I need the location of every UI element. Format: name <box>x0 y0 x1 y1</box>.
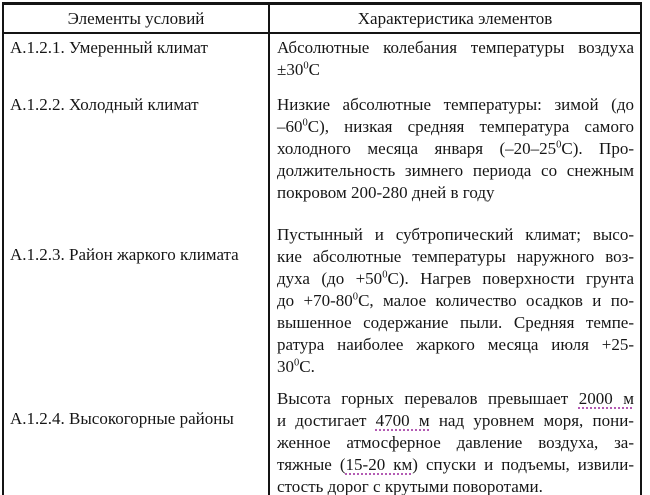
condition-element-cell <box>3 204 269 378</box>
text-line: ратура наиболее жаркого месяца июля +25- <box>277 335 634 354</box>
text-line: Абсолютные колебания температуры воздуха <box>277 38 634 57</box>
condition-element-label: А.1.2.3. Район жаркого климата <box>10 245 239 264</box>
table-row <box>3 33 641 91</box>
superscript-degree: 0 <box>382 269 388 281</box>
text-line: тяжные (15-20 км) спуски и подъемы, извили- <box>277 455 634 474</box>
text-line: должительность зимнего периода со снежным <box>277 161 634 180</box>
superscript-degree: 0 <box>352 291 359 303</box>
characteristic-cell <box>269 33 641 91</box>
text-line: кие абсолютные температуры наружного воз- <box>277 247 634 266</box>
characteristic-paragraph <box>270 34 640 81</box>
condition-element-cell <box>3 33 269 91</box>
table-row <box>3 91 641 204</box>
condition-element-label: А.1.2.4. Высокогорные районы <box>10 409 234 428</box>
condition-element-cell <box>3 91 269 204</box>
characteristic-cell <box>269 204 641 378</box>
condition-element-cell <box>3 378 269 495</box>
grammar-underlined-text: 2000 м <box>578 389 634 408</box>
grammar-underlined-text: 4700 м <box>375 411 430 430</box>
text-line: женное атмосферное давление воздуха, за- <box>277 433 634 452</box>
text-line: $\pm 30^0С$ <box>277 60 320 79</box>
text-line: вышенное содержание пыли. Средняя темпе- <box>277 313 634 332</box>
text-line: Низкие абсолютные температуры: зимой (до <box>277 95 634 114</box>
characteristic-cell <box>269 91 641 204</box>
characteristic-paragraph <box>270 378 640 495</box>
characteristic-paragraph <box>270 91 640 204</box>
superscript-degree: 0 <box>302 117 308 129</box>
text-line: стость дорог с крутыми поворотами. <box>277 477 543 495</box>
grammar-underlined-text: 15-20 км <box>345 455 413 474</box>
text-line: $30^0С$. <box>277 357 315 376</box>
text-line: Пустынный и субтропический климат; высо- <box>277 225 634 244</box>
climate-conditions-table <box>2 2 642 495</box>
table-row <box>3 204 641 378</box>
column-header-condition-elements: Элементы условий <box>3 4 269 34</box>
text-line: и достигает 4700 м над уровнем моря, пони- <box>277 411 634 430</box>
table-row <box>3 378 641 495</box>
text-line: $-60^0С$), низкая средняя температура самого <box>277 117 634 136</box>
text-line: духа $(до +50^0С)$. Нагрев поверхности грунта <box>277 269 634 288</box>
superscript-degree: 0 <box>294 357 300 369</box>
condition-element-label: А.1.2.1. Умеренный климат <box>10 38 208 57</box>
text-line: холодного месяца января $(-20-25^0С)$. Про- <box>277 139 634 158</box>
superscript-degree: 0 <box>303 60 309 72</box>
superscript-degree: 0 <box>556 139 562 151</box>
text-line: покровом 200-280 дней в году <box>277 183 495 202</box>
column-header-element-characteristics: Характеристика элементов <box>269 4 641 34</box>
table-header-row <box>3 4 641 34</box>
characteristic-paragraph <box>270 204 640 378</box>
characteristic-cell <box>269 378 641 495</box>
text-line: Высота горных перевалов превышает 2000 м <box>277 389 634 408</box>
condition-element-label: А.1.2.2. Холодный климат <box>10 95 199 114</box>
text-line: до $+70-80^0С$, малое количество осадков и по- <box>277 291 634 310</box>
